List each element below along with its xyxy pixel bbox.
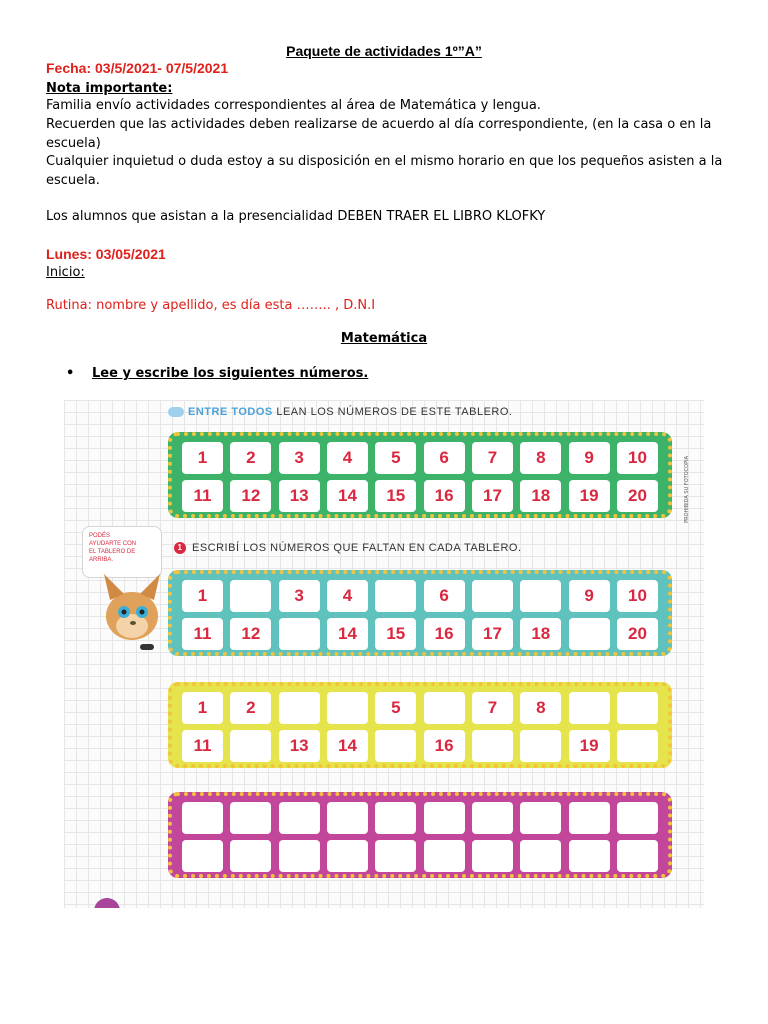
empty-number-cell (569, 692, 610, 724)
worksheet-header-2 (174, 542, 522, 554)
board-row (182, 802, 658, 835)
number-cell: 14 (327, 730, 368, 762)
nota-line-5: escuela. (46, 173, 100, 188)
instruction-bullet (66, 366, 368, 381)
number-board-empty (168, 792, 672, 878)
number-board-missing-2 (168, 682, 672, 768)
empty-number-cell (327, 802, 368, 834)
empty-number-cell (375, 802, 416, 834)
libro-notice: Los alumnos que asistan a la presencialidad DEBEN TRAER EL LIBRO KLOFKY (46, 209, 546, 224)
board-row (182, 730, 658, 763)
empty-number-cell (375, 580, 416, 612)
board-row (182, 480, 658, 513)
empty-number-cell (569, 802, 610, 834)
number-cell: 2 (230, 442, 271, 474)
worksheet-image (64, 400, 704, 908)
number-cell: 12 (230, 618, 271, 650)
number-cell: 5 (375, 442, 416, 474)
number-cell: 12 (230, 480, 271, 512)
empty-number-cell (617, 730, 658, 762)
number-cell: 16 (424, 480, 465, 512)
empty-number-cell (520, 730, 561, 762)
number-cell: 10 (617, 580, 658, 612)
number-cell: 16 (424, 618, 465, 650)
empty-number-cell (279, 692, 320, 724)
empty-number-cell (472, 580, 513, 612)
number-cell: 17 (472, 480, 513, 512)
next-exercise-badge (94, 898, 120, 908)
number-cell: 3 (279, 580, 320, 612)
bubble-line: ARRIBA. (89, 557, 114, 563)
number-cell: 19 (569, 730, 610, 762)
header-1-text: LEAN LOS NÚMEROS DE ESTE TABLERO. (276, 406, 513, 418)
number-cell: 13 (279, 730, 320, 762)
matematica-heading: Matemática (340, 331, 428, 346)
empty-number-cell (424, 692, 465, 724)
number-cell: 18 (520, 618, 561, 650)
empty-number-cell (327, 692, 368, 724)
number-cell: 19 (569, 480, 610, 512)
speech-bubble-icon (168, 407, 184, 417)
number-cell: 1 (182, 442, 223, 474)
empty-number-cell (569, 618, 610, 650)
nota-line-2: Recuerden que las actividades deben realizarse de acuerdo al día correspondiente, (en la casa o en la (46, 117, 712, 132)
rutina-line: Rutina: nombre y apellido, es día esta …….. , D.N.I (46, 298, 376, 313)
empty-number-cell (182, 802, 223, 834)
number-cell: 7 (472, 442, 513, 474)
number-cell: 20 (617, 480, 658, 512)
exercise-number-badge: 1 (174, 542, 186, 554)
header-2-text: ESCRIBÍ LOS NÚMEROS QUE FALTAN EN CADA TABLERO. (192, 542, 522, 554)
bubble-line: AYUDARTE CON (89, 541, 137, 547)
number-cell: 20 (617, 618, 658, 650)
empty-number-cell (424, 840, 465, 872)
date-range: Fecha: 03/5/2021- 07/5/2021 (46, 60, 229, 76)
number-cell: 15 (375, 618, 416, 650)
empty-number-cell (230, 580, 271, 612)
number-cell: 11 (182, 730, 223, 762)
number-cell: 1 (182, 580, 223, 612)
board-row (182, 618, 658, 651)
number-cell: 1 (182, 692, 223, 724)
number-cell: 11 (182, 618, 223, 650)
empty-number-cell (472, 802, 513, 834)
number-cell: 16 (424, 730, 465, 762)
number-cell: 6 (424, 580, 465, 612)
board-row (182, 840, 658, 873)
number-cell: 7 (472, 692, 513, 724)
board-row (182, 442, 658, 475)
empty-number-cell (230, 802, 271, 834)
bullet-icon: • (66, 366, 75, 381)
cat-mascot-illustration (92, 554, 172, 654)
empty-number-cell (617, 840, 658, 872)
number-cell: 8 (520, 442, 561, 474)
empty-number-cell (617, 692, 658, 724)
number-board-complete (168, 432, 672, 518)
empty-number-cell (375, 730, 416, 762)
empty-number-cell (182, 840, 223, 872)
empty-number-cell (230, 840, 271, 872)
empty-number-cell (279, 618, 320, 650)
number-cell: 11 (182, 480, 223, 512)
empty-number-cell (424, 802, 465, 834)
empty-number-cell (520, 840, 561, 872)
empty-number-cell (472, 840, 513, 872)
number-cell: 3 (279, 442, 320, 474)
inicio-label: Inicio: (46, 265, 85, 280)
entre-todos-label: ENTRE TODOS (188, 406, 273, 418)
bubble-line: PODÉS (89, 533, 111, 539)
worksheet-header-1 (168, 406, 512, 418)
page-title: Paquete de actividades 1º”A” (286, 43, 482, 59)
empty-number-cell (472, 730, 513, 762)
empty-number-cell (327, 840, 368, 872)
empty-number-cell (279, 840, 320, 872)
empty-number-cell (520, 802, 561, 834)
number-cell: 9 (569, 580, 610, 612)
nota-heading: Nota importante: (46, 81, 173, 96)
board-row (182, 692, 658, 725)
empty-number-cell (569, 840, 610, 872)
empty-number-cell (375, 840, 416, 872)
bubble-line: EL TABLERO DE (89, 549, 136, 555)
number-cell: 4 (327, 442, 368, 474)
number-cell: 4 (327, 580, 368, 612)
side-copyright-text: PROHIBIDA SU FOTOCOPIA (684, 456, 690, 523)
nota-line-1: Familia envío actividades correspondientes al área de Matemática y lengua. (46, 98, 541, 113)
number-cell: 13 (279, 480, 320, 512)
nota-line-3: escuela) (46, 136, 101, 151)
number-cell: 6 (424, 442, 465, 474)
board-row (182, 580, 658, 613)
number-cell: 14 (327, 618, 368, 650)
number-cell: 2 (230, 692, 271, 724)
number-cell: 5 (375, 692, 416, 724)
empty-number-cell (230, 730, 271, 762)
number-cell: 14 (327, 480, 368, 512)
number-cell: 8 (520, 692, 561, 724)
number-cell: 10 (617, 442, 658, 474)
number-board-missing-1 (168, 570, 672, 656)
number-cell: 9 (569, 442, 610, 474)
number-cell: 15 (375, 480, 416, 512)
empty-number-cell (520, 580, 561, 612)
instruction-text: Lee y escribe los siguientes números. (92, 366, 369, 381)
number-cell: 17 (472, 618, 513, 650)
empty-number-cell (279, 802, 320, 834)
lunes-heading: Lunes: 03/05/2021 (46, 246, 166, 262)
number-cell: 18 (520, 480, 561, 512)
empty-number-cell (617, 802, 658, 834)
nota-line-4: Cualquier inquietud o duda estoy a su disposición en el mismo horario en que los pequeños asisten a la (46, 154, 723, 169)
